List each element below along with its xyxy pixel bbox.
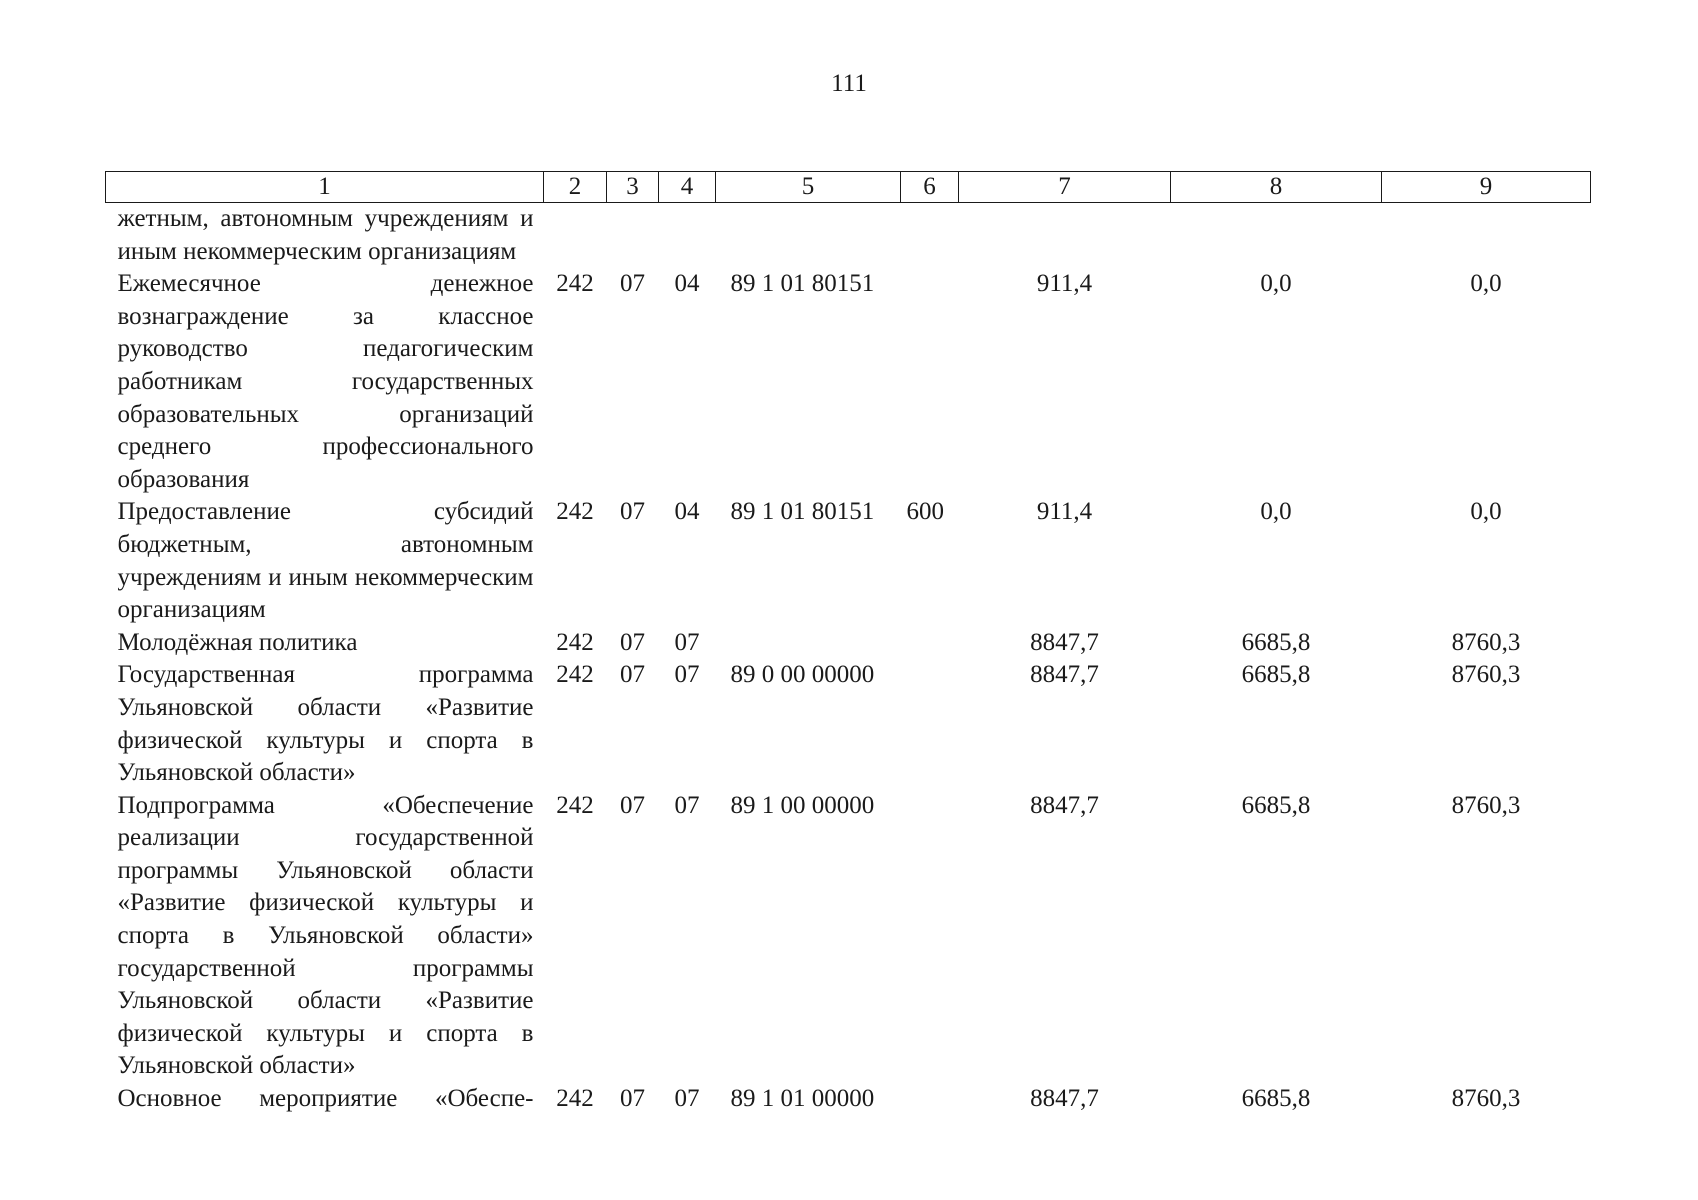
cell-col-7: 8847,7 — [1030, 628, 1099, 656]
cell-col-8: 0,0 — [1260, 498, 1292, 526]
row-name: Предоставление субсидий бюджетным, автономным учреждениям и иным некоммерческим организациям — [117, 498, 534, 624]
cell-col-9: 8760,3 — [1451, 1085, 1521, 1113]
cell-col-8: 6685,8 — [1241, 791, 1311, 819]
cell-col-4: 07 — [674, 791, 700, 819]
cell-col-3: 07 — [620, 661, 645, 689]
cell-col-7: 911,4 — [1036, 498, 1093, 526]
cell-col-7: 911,4 — [1036, 270, 1093, 298]
cell-col-6 — [901, 1083, 959, 1116]
cell-col-4: 07 — [674, 628, 700, 656]
cell-col-4 — [659, 203, 716, 269]
cell-col-9: 0,0 — [1470, 270, 1502, 298]
cell-col-5: 89 0 00 00000 — [730, 661, 875, 689]
cell-col-3: 07 — [620, 270, 645, 298]
cell-col-2: 242 — [556, 661, 594, 689]
cell-col-5: 89 1 00 00000 — [730, 791, 875, 819]
cell-col-5: 89 1 01 80151 — [730, 498, 875, 526]
cell-col-4: 07 — [674, 1085, 700, 1113]
cell-col-9 — [1382, 203, 1591, 269]
header-col-9: 9 — [1382, 172, 1591, 203]
table-row — [106, 1083, 1591, 1116]
header-col-2: 2 — [544, 172, 607, 203]
cell-col-2: 242 — [556, 1085, 594, 1113]
cell-col-2: 242 — [556, 270, 594, 298]
header-col-3: 3 — [607, 172, 659, 203]
cell-col-8: 6685,8 — [1241, 1085, 1311, 1113]
cell-col-6: 600 — [906, 498, 944, 526]
budget-table — [105, 171, 1591, 1116]
table-row — [106, 268, 1591, 496]
cell-col-6 — [901, 659, 959, 789]
table-row — [106, 627, 1591, 660]
table-row — [106, 659, 1591, 789]
cell-col-9: 8760,3 — [1451, 791, 1521, 819]
cell-col-6 — [901, 268, 959, 496]
cell-col-5 — [716, 627, 901, 660]
cell-col-3: 07 — [620, 1085, 645, 1113]
cell-col-7: 8847,7 — [1030, 661, 1099, 689]
cell-col-2: 242 — [556, 628, 594, 656]
cell-col-8: 6685,8 — [1241, 661, 1311, 689]
header-col-6: 6 — [901, 172, 959, 203]
cell-col-6 — [901, 627, 959, 660]
table-row — [106, 790, 1591, 1083]
cell-col-8: 0,0 — [1260, 270, 1292, 298]
cell-col-4: 07 — [674, 661, 700, 689]
cell-col-5: 89 1 01 00000 — [730, 1085, 875, 1113]
row-name: Государственная программа Ульяновской области «Развитие физической культуры и спорта в Ульяновской области» — [117, 661, 534, 787]
cell-col-3: 07 — [620, 498, 645, 526]
row-name: Молодёжная политика — [117, 628, 358, 656]
row-name: Ежемесячное денежное вознаграждение за классное руководство педагогическим работникам государственных образовательных организаций среднего профессионального образования — [117, 270, 534, 493]
cell-col-2: 242 — [556, 791, 594, 819]
row-name: Основное мероприятие «Обеспе- — [117, 1085, 534, 1113]
cell-col-8: 6685,8 — [1241, 628, 1311, 656]
cell-col-2: 242 — [556, 498, 594, 526]
header-col-1: 1 — [106, 172, 544, 203]
cell-col-7: 8847,7 — [1030, 1085, 1099, 1113]
table-body — [106, 203, 1591, 1116]
header-col-8: 8 — [1171, 172, 1382, 203]
cell-col-3: 07 — [620, 791, 645, 819]
cell-col-3: 07 — [620, 628, 645, 656]
cell-col-2 — [544, 203, 607, 269]
cell-col-5 — [716, 203, 901, 269]
table-header — [106, 172, 1591, 203]
cell-col-5: 89 1 01 80151 — [730, 270, 875, 298]
header-col-5: 5 — [716, 172, 901, 203]
cell-col-6 — [901, 203, 959, 269]
row-name: Подпрограмма «Обеспечение реализации государственной программы Ульяновской области «Развитие физической культуры и спорта в Ульяновской области» государственной программы Ульяновской области «Развитие физической культуры и спорта в Ульяновской области» — [117, 791, 534, 1080]
cell-col-9: 0,0 — [1470, 498, 1502, 526]
cell-col-3 — [607, 203, 659, 269]
cell-col-9: 8760,3 — [1451, 628, 1521, 656]
header-col-7: 7 — [959, 172, 1171, 203]
header-row — [106, 172, 1591, 203]
cell-col-6 — [901, 790, 959, 1083]
cell-col-7 — [959, 203, 1171, 269]
page-number: 111 — [831, 70, 867, 97]
cell-col-8 — [1171, 203, 1382, 269]
cell-col-4: 04 — [674, 498, 700, 526]
header-col-4: 4 — [659, 172, 716, 203]
cell-col-9: 8760,3 — [1451, 661, 1521, 689]
table-row — [106, 203, 1591, 269]
cell-col-7: 8847,7 — [1030, 791, 1099, 819]
cell-col-4: 04 — [674, 270, 700, 298]
row-name: жетным, автономным учреждениям и иным некоммерческим организациям — [117, 205, 534, 265]
table-row — [106, 496, 1591, 626]
